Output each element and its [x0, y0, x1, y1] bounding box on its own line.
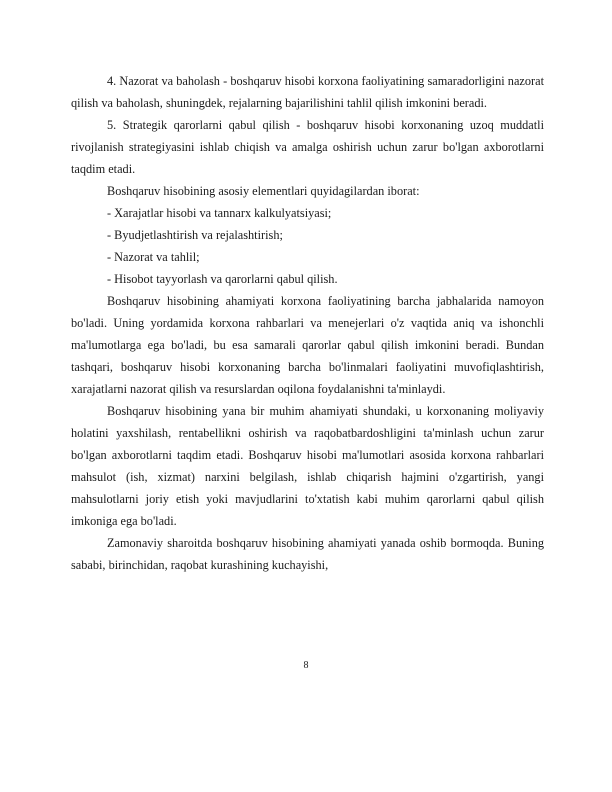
list-item: - Byudjetlashtirish va rejalashtirish; [107, 228, 283, 242]
paragraph-asosiy-elementlar: Boshqaruv hisobining asosiy elementlari quyidagilardan iborat: [107, 184, 420, 198]
list-item: - Hisobot tayyorlash va qarorlarni qabul qilish. [107, 272, 338, 286]
list-item: - Xarajatlar hisobi va tannarx kalkulyatsiyasi; [107, 206, 332, 220]
page-number: 8 [303, 660, 309, 671]
document-body [71, 70, 544, 576]
paragraph-yana-muhim-ahamiyati: Boshqaruv hisobining yana bir muhim ahamiyati shundaki, u korxonaning moliyaviy holatini yaxshilash, rentabellikni oshirish va raqobatbardoshligini ta'minlash uchun zarur bo'lgan axborotlarni taqdim etadi. Boshqaruv hisobi ma'lumotlari asosida korxona rahbarlari mahsulot (ish, xizmat) narxini belgilash, ishlab chiqarish hajmini o'zgartirish, yangi mahsulotlarni joriy etish yoki mavjudlarini to'xtatish kabi muhim qarorlarni qabul qilish imkoniga ega bo'ladi. [71, 404, 544, 528]
paragraph-strategik-qarorlar: 5. Strategik qarorlarni qabul qilish - boshqaruv hisobi korxonaning uzoq muddatli rivojlanish strategiyasini ishlab chiqish va amalga oshirish uchun zarur bo'lgan axborotlarni taqdim etadi. [71, 118, 544, 176]
list-item: - Nazorat va tahlil; [107, 250, 200, 264]
paragraph-zamonaviy-sharoit: Zamonaviy sharoitda boshqaruv hisobining ahamiyati yanada oshib bormoqda. Buning sababi, birinchidan, raqobat kurashining kuchayishi, [71, 536, 544, 572]
paragraph-ahamiyati: Boshqaruv hisobining ahamiyati korxona faoliyatining barcha jabhalarida namoyon bo'ladi. Uning yordamida korxona rahbarlari va menejerlari o'z vaqtida aniq va ishonchli ma'lumotlarga ega bo'ladi, bu esa samarali qarorlar qabul qilish imkonini beradi. Bundan tashqari, boshqaruv hisobi korxonaning barcha bo'linmalari faoliyatini muvofiqlashtirish, xarajatlarni nazorat qilish va resurslardan oqilona foydalanishni ta'minlaydi. [71, 294, 544, 396]
paragraph-nazorat-baholash: 4. Nazorat va baholash - boshqaruv hisobi korxona faoliyatining samaradorligini nazorat qilish va baholash, shuningdek, rejalarning bajarilishini tahlil qilish imkonini beradi. [71, 74, 544, 110]
